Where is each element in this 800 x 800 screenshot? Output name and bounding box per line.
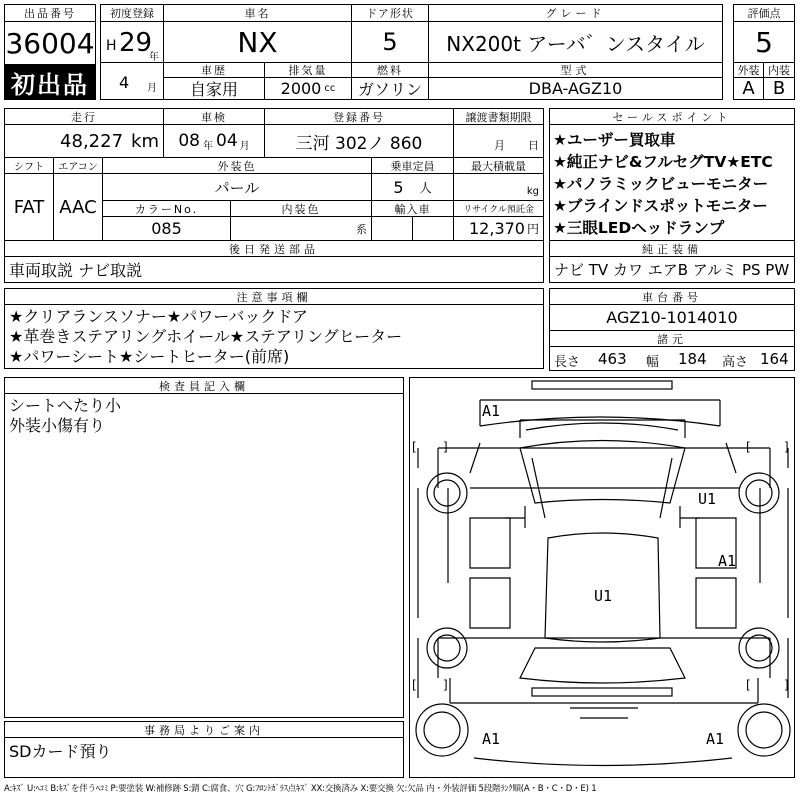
first-listing-badge: 初出品 (4, 64, 96, 100)
car-name-label: 車名 (163, 4, 352, 22)
sales-points-box (549, 124, 795, 241)
bracket-mark: ] (443, 440, 448, 454)
capacity: 5 (393, 177, 404, 197)
score-label: 評価点 (733, 4, 795, 22)
capacity-cell (371, 173, 454, 201)
bracket-mark: ] (784, 678, 789, 692)
damage-mark-right-mid: A1 (718, 552, 737, 570)
inspector-note: シートへたり小 (9, 396, 122, 415)
era: H (106, 38, 117, 54)
note-line: ★パワーシート★シートヒーター(前席) (9, 347, 290, 366)
exterior-grade-label: 外装 (733, 62, 764, 78)
first-registration-month-cell (100, 62, 164, 100)
displacement: 2000 (280, 79, 322, 98)
door-type-label: ドア形状 (351, 4, 429, 22)
notes-label: 注意事項欄 (4, 288, 544, 305)
max-load-unit: kg (453, 173, 544, 201)
transfer-day-unit: 日 (528, 139, 539, 152)
history-label: 車歴 (163, 62, 265, 78)
interior-grade: B (763, 77, 795, 100)
bracket-mark: [ (746, 440, 751, 454)
damage-mark-right-upper: U1 (698, 490, 717, 508)
equipment-label: 純正装備 (549, 240, 795, 257)
specs-cell (549, 346, 795, 371)
inspector-note: 外装小傷有り (9, 416, 106, 435)
history: 自家用 (163, 77, 265, 100)
office-guidance: SDカード預り (4, 737, 404, 778)
mileage-unit: km (131, 130, 159, 152)
height-label: 高さ (722, 355, 749, 370)
recycle-amount: 12,370 (469, 219, 525, 238)
inspection-year: 08 (178, 131, 200, 151)
bracket-mark: [ (746, 678, 751, 692)
damage-mark-front-left: A1 (482, 402, 501, 420)
sales-point-item: ★ユーザー買取車 (553, 131, 676, 149)
import-label: 輸入車 (371, 200, 454, 217)
sales-point-item: ★純正ナビ&フルセグTV★ETC (553, 153, 773, 171)
exterior-color: パール (102, 173, 372, 201)
displacement-unit: cc (324, 83, 336, 94)
width-label: 幅 (646, 355, 660, 370)
note-line: ★革巻きステアリングホイール★ステアリングヒーター (9, 327, 403, 346)
aircon: AAC (53, 173, 103, 241)
car-name: NX (163, 21, 352, 63)
capacity-unit: 人 (419, 180, 432, 195)
sales-point-item: ★パノラミックビューモニター (553, 175, 769, 193)
inspection-year-unit: 年 (203, 140, 213, 152)
month-unit: 月 (147, 83, 157, 94)
transfer-deadline-cell (453, 124, 544, 158)
sales-point-item: ★ブラインドスポットモニター (553, 197, 768, 215)
model-code: DBA-AGZ10 (428, 77, 723, 100)
year-unit: 年 (149, 52, 159, 63)
lot-number-label: 出品番号 (4, 4, 96, 22)
transfer-month-unit: 月 (494, 139, 505, 152)
bracket-mark: [ (412, 440, 417, 454)
exterior-color-label: 外装色 (102, 157, 372, 174)
inspector-notes-box (4, 393, 404, 718)
plate-label: 登録番号 (264, 108, 454, 125)
recycle-unit: 円 (526, 222, 539, 236)
aircon-label: エアコン (53, 157, 103, 174)
bracket-mark: ] (784, 440, 789, 454)
inspection-month: 04 (216, 131, 238, 151)
color-number-label: カラーNo. (102, 200, 231, 217)
equipment: ナビ TV カワ エアB アルミ PS PW (549, 256, 795, 283)
chassis-number-label: 車台番号 (549, 288, 795, 305)
door-type: 5 (351, 21, 429, 63)
later-parts-label: 後日発送部品 (4, 240, 544, 257)
damage-mark-rear-right: A1 (706, 730, 725, 748)
registration-month: 4 (119, 73, 130, 92)
height: 164 (760, 350, 789, 368)
sales-point-item: ★三眼LEDヘッドランプ (553, 219, 725, 237)
length-label: 長さ (554, 355, 581, 370)
interior-grade-label: 内装 (763, 62, 795, 78)
bracket-mark: ] (443, 678, 448, 692)
first-registration-year-cell (100, 21, 164, 63)
import-left-box (371, 216, 413, 241)
bracket-mark: [ (412, 678, 417, 692)
office-guidance-label: 事務局よりご案内 (4, 721, 404, 738)
mileage-cell (4, 124, 164, 158)
lot-number: 36004 (4, 21, 96, 65)
displacement-label: 排気量 (264, 62, 352, 78)
length: 463 (598, 350, 627, 368)
damage-mark-rear-left: A1 (482, 730, 501, 748)
damage-mark-roof: U1 (594, 587, 613, 605)
specs-label: 諸元 (549, 330, 795, 347)
plate-number: 三河 302ノ 860 (264, 124, 454, 158)
legend: A:ｷｽﾞ U:ﾍｺﾐ B:ｷｽﾞを伴うﾍｺﾐ P:要塗装 W:補修跡 S:錆 C:腐食、穴 G:ﾌﾛﾝﾄｶﾞﾗｽ点ｷｽﾞ XX:交換済み X:要交換 欠:欠品 内・外装評価 5段階ﾗﾝｸ順(A・B・C・D・E) 1 (4, 784, 597, 794)
recycle-cell (453, 216, 544, 241)
displacement-cell (264, 77, 352, 100)
damage-diagram (409, 377, 795, 778)
fuel-label: 燃料 (351, 62, 429, 78)
inspection-label: 車検 (163, 108, 265, 125)
max-load-label: 最大積載量 (453, 157, 544, 174)
mileage-label: 走行 (4, 108, 164, 125)
chassis-number: AGZ10-1014010 (549, 304, 795, 331)
interior-color-label: 内装色 (230, 200, 372, 217)
interior-color-unit: 系 (230, 216, 372, 241)
note-line: ★クリアランスソナー★パワーバックドア (9, 307, 308, 326)
shift-label: シフト (4, 157, 54, 174)
sales-points-label: セールスポイント (549, 108, 795, 125)
model-code-label: 型式 (428, 62, 723, 78)
inspection-cell (163, 124, 265, 158)
registration-year: 29 (119, 28, 153, 58)
notes-box (4, 304, 544, 369)
recycle-label: リサイクル預託金 (453, 200, 544, 217)
inspector-notes-label: 検査員記入欄 (4, 377, 404, 394)
score: 5 (733, 21, 795, 63)
capacity-label: 乗車定員 (371, 157, 454, 174)
mileage: 48,227 (60, 130, 124, 152)
grade: NX200t アーバ゛ンスタイル (428, 21, 723, 63)
later-parts: 車両取説 ナビ取説 (4, 256, 544, 283)
first-registration-label: 初度登録 (100, 4, 164, 22)
transfer-deadline-label: 譲渡書類期限 (453, 108, 544, 125)
grade-label: グレード (428, 4, 723, 22)
shift: FAT (4, 173, 54, 241)
inspection-month-unit: 月 (239, 140, 250, 152)
car-outline-drawing (410, 378, 795, 778)
color-number: 085 (102, 216, 231, 241)
fuel: ガソリン (351, 77, 429, 100)
width: 184 (678, 350, 707, 368)
import-right-box (412, 216, 454, 241)
exterior-grade: A (733, 77, 764, 100)
